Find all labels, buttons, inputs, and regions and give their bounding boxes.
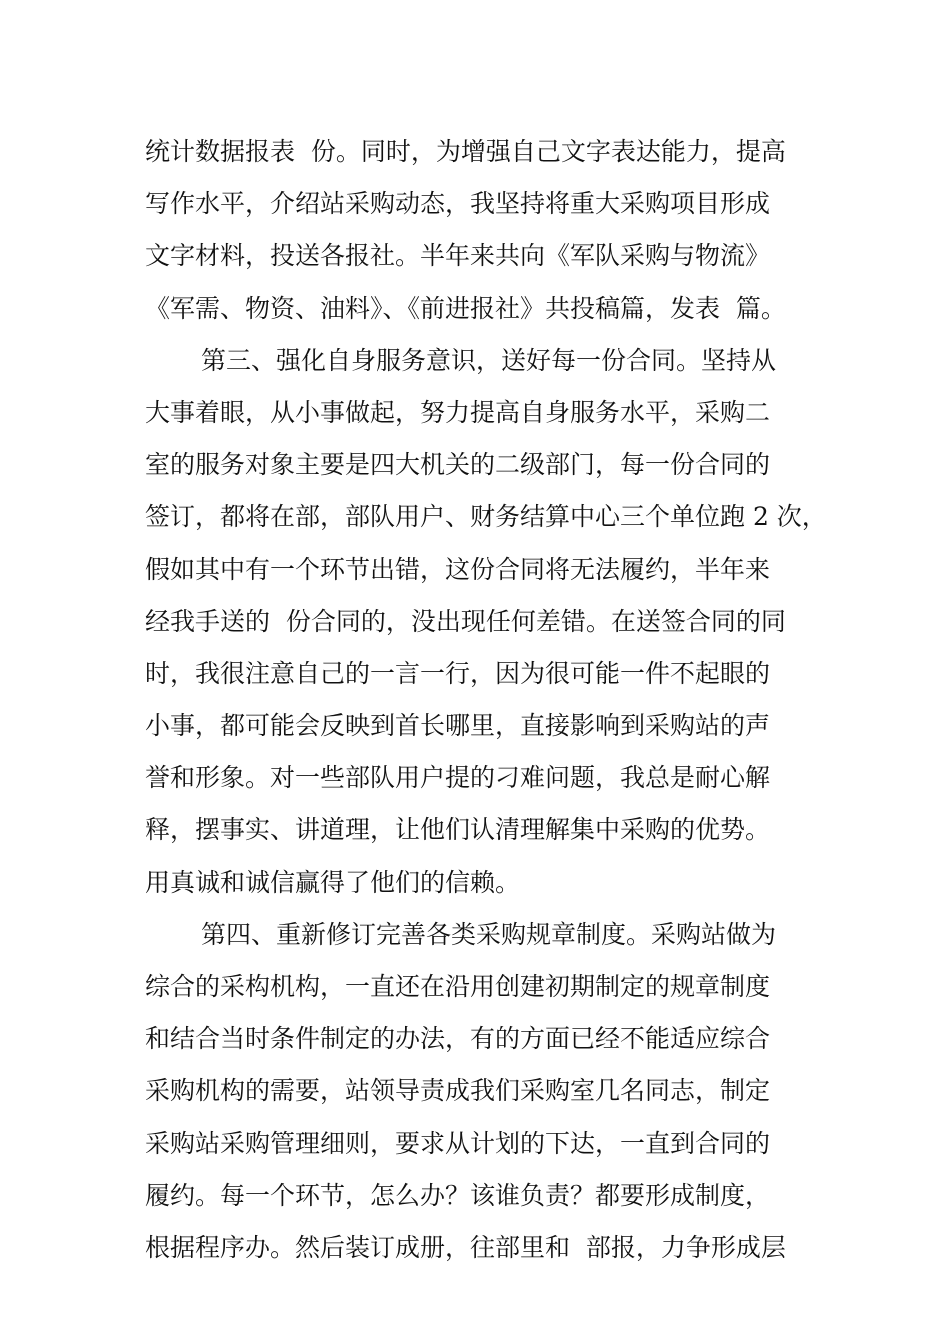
text-line: 经我手送的 份合同的，没出现任何差错。在送签合同的同 bbox=[145, 606, 786, 636]
paragraph-start-line: 第四、重新修订完善各类采购规章制度。采购站做为 bbox=[201, 919, 777, 949]
text-line: 室的服务对象主要是四大机关的二级部门，每一份合同的 bbox=[145, 450, 771, 480]
text-line: 释，摆事实、讲道理，让他们认清理解集中采购的优势。 bbox=[145, 815, 771, 845]
text-line: 文字材料，投送各报社。半年来共向《军队采购与物流》 bbox=[145, 241, 771, 271]
paragraph-start-line: 第三、强化自身服务意识，送好每一份合同。坚持从 bbox=[201, 345, 777, 375]
text-line: 用真诚和诚信赢得了他们的信赖。 bbox=[145, 867, 521, 897]
text-line: 统计数据报表 份。同时，为增强自己文字表达能力，提高 bbox=[145, 137, 786, 166]
text-line: 根据程序办。然后装订成册，往部里和 部报，力争形成层 bbox=[145, 1232, 786, 1262]
text-line: 假如其中有一个环节出错，这份合同将无法履约，半年来 bbox=[145, 554, 771, 584]
text-line: 小事，都可能会反映到首长哪里，直接影响到采购站的声 bbox=[145, 711, 771, 741]
text-line: 《军需、物资、油料》、《前进报社》共投稿篇，发表 篇。 bbox=[145, 293, 786, 323]
text-line: 采购站采购管理细则，要求从计划的下达，一直到合同的 bbox=[145, 1128, 771, 1158]
text-line: 誉和形象。对一些部队用户提的刁难问题，我总是耐心解 bbox=[145, 763, 771, 793]
text-line: 综合的采构机构，一直还在沿用创建初期制定的规章制度 bbox=[145, 972, 771, 1001]
body-text bbox=[145, 126, 827, 1274]
text-line: 采购机构的需要，站领导责成我们采购室几名同志，制定 bbox=[145, 1076, 771, 1106]
text-line: 签订，都将在部，部队用户、财务结算中心三个单位跑 2 次， bbox=[145, 502, 827, 532]
text-line: 时，我很注意自己的一言一行，因为很可能一件不起眼的 bbox=[145, 658, 771, 688]
text-line: 写作水平，介绍站采购动态，我坚持将重大采购项目形成 bbox=[145, 189, 771, 219]
text-line: 大事着眼，从小事做起，努力提高自身服务水平，采购二 bbox=[145, 397, 771, 427]
text-line: 履约。每一个环节，怎么办？该谁负责？都要形成制度， bbox=[145, 1180, 771, 1210]
text-line: 和结合当时条件制定的办法，有的方面已经不能适应综合 bbox=[145, 1024, 771, 1054]
